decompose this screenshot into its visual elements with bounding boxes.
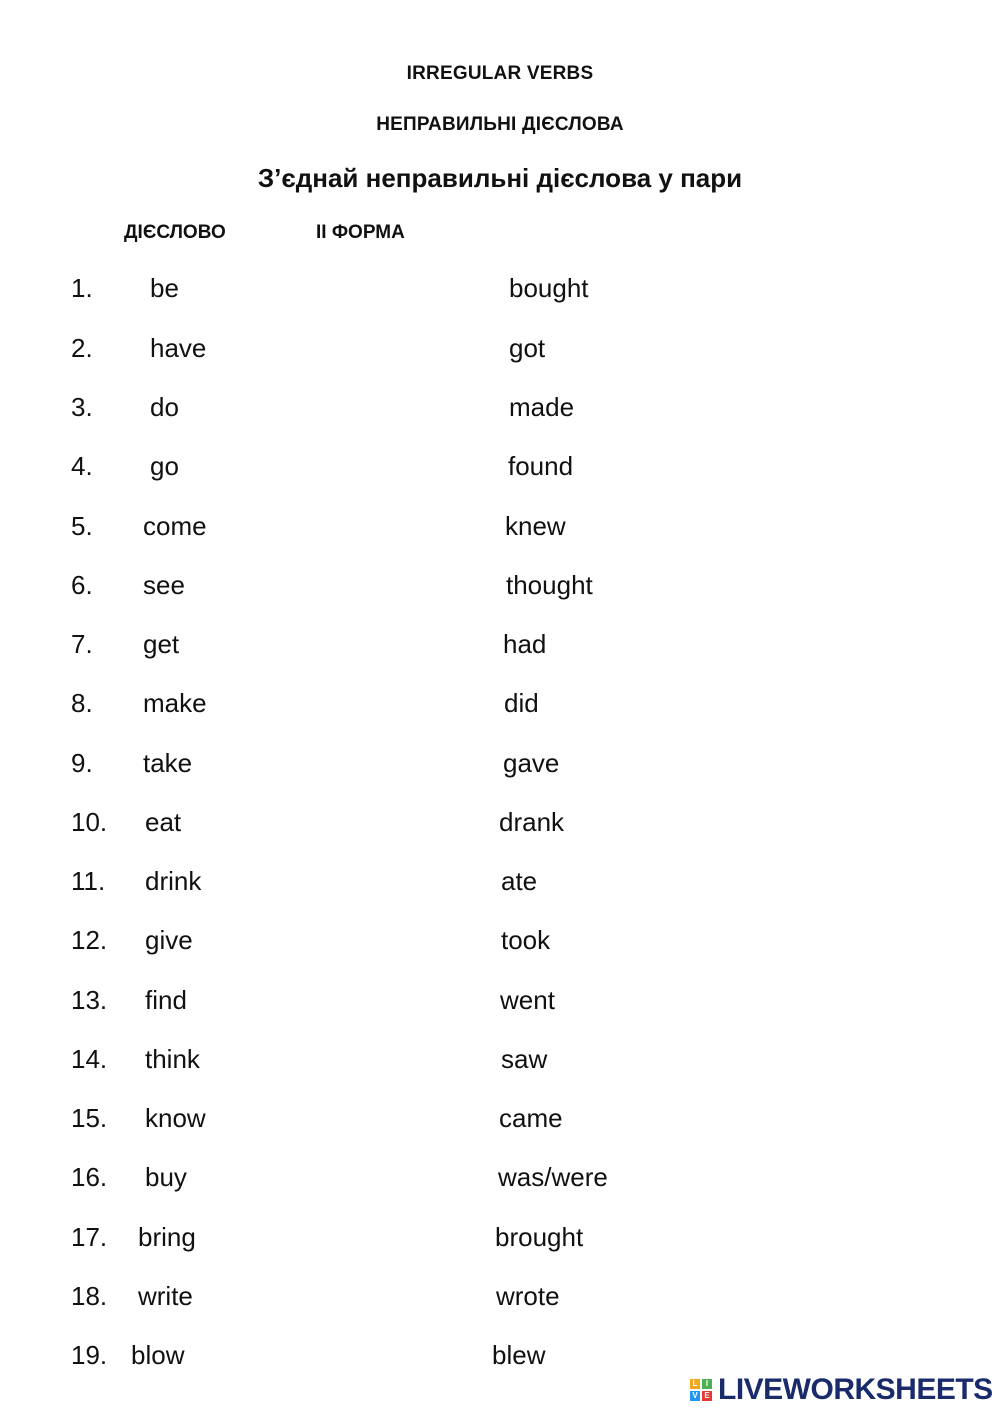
past-form[interactable]: went (500, 985, 555, 1015)
past-form[interactable]: knew (505, 511, 566, 541)
verb-row (0, 333, 1000, 373)
verb-row (0, 866, 1000, 906)
row-number: 6. (71, 570, 93, 600)
base-verb: blow (131, 1340, 185, 1370)
verb-row (0, 688, 1000, 728)
logo-mark-cell: V (690, 1391, 700, 1401)
base-verb: bring (138, 1222, 196, 1252)
past-form[interactable]: ate (501, 866, 538, 896)
worksheet-title-en: IRREGULAR VERBS (406, 63, 594, 84)
verb-row (0, 629, 1000, 669)
verb-row (0, 273, 1000, 313)
past-form[interactable]: came (499, 1103, 563, 1133)
verb-row (0, 511, 1000, 551)
base-verb: think (145, 1044, 200, 1074)
liveworksheets-logo (690, 1372, 993, 1408)
past-form[interactable]: found (508, 451, 574, 481)
instruction-text: З’єднай неправильні дієслова у пари (257, 163, 743, 193)
base-verb: make (143, 688, 207, 718)
base-verb: write (138, 1281, 193, 1311)
verb-row (0, 1222, 1000, 1262)
worksheet-title-ua: НЕПРАВИЛЬНІ ДІЄСЛОВА (376, 114, 624, 135)
row-number: 18. (71, 1281, 108, 1311)
verb-row (0, 392, 1000, 432)
verb-row (0, 925, 1000, 965)
logo-mark-cell: I (702, 1379, 712, 1389)
row-number: 15. (71, 1103, 108, 1133)
past-form[interactable]: wrote (496, 1281, 560, 1311)
row-number: 11. (71, 866, 106, 896)
verb-row (0, 570, 1000, 610)
past-form[interactable]: did (504, 688, 539, 718)
row-number: 2. (71, 333, 93, 363)
logo-mark-cell: E (702, 1391, 712, 1401)
past-form[interactable]: brought (495, 1222, 584, 1252)
verb-row (0, 985, 1000, 1025)
column-header-form2: II ФОРМА (316, 222, 405, 243)
row-number: 9. (71, 748, 93, 778)
past-form[interactable]: drank (499, 807, 565, 837)
row-number: 7. (71, 629, 93, 659)
base-verb: go (150, 451, 179, 481)
base-verb: drink (145, 866, 202, 896)
verb-row (0, 807, 1000, 847)
past-form[interactable]: got (509, 333, 546, 363)
row-number: 3. (71, 392, 93, 422)
past-form[interactable]: gave (503, 748, 560, 778)
base-verb: do (150, 392, 179, 422)
row-number: 13. (71, 985, 108, 1015)
past-form[interactable]: took (501, 925, 551, 955)
row-number: 5. (71, 511, 93, 541)
row-number: 1. (71, 273, 93, 303)
row-number: 12. (71, 925, 108, 955)
base-verb: see (143, 570, 185, 600)
row-number: 8. (71, 688, 93, 718)
past-form[interactable]: blew (492, 1340, 546, 1370)
base-verb: eat (145, 807, 182, 837)
past-form[interactable]: made (509, 392, 575, 422)
past-form[interactable]: saw (501, 1044, 548, 1074)
verb-row (0, 1281, 1000, 1321)
row-number: 10. (71, 807, 108, 837)
logo-text: LIVEWORKSHEETS (718, 1373, 993, 1406)
verb-row (0, 748, 1000, 788)
verb-row (0, 1103, 1000, 1143)
base-verb: have (150, 333, 207, 363)
row-number: 4. (71, 451, 93, 481)
base-verb: buy (145, 1162, 187, 1192)
past-form[interactable]: bought (509, 273, 589, 303)
row-number: 16. (71, 1162, 108, 1192)
base-verb: take (143, 748, 193, 778)
row-number: 17. (71, 1222, 108, 1252)
past-form[interactable]: thought (506, 570, 593, 600)
logo-mark-cell: L (690, 1379, 700, 1389)
base-verb: give (145, 925, 193, 955)
verb-row (0, 1044, 1000, 1084)
base-verb: know (145, 1103, 206, 1133)
verb-row (0, 451, 1000, 491)
base-verb: find (145, 985, 187, 1015)
past-form[interactable]: had (503, 629, 547, 659)
verb-row (0, 1162, 1000, 1202)
row-number: 19. (71, 1340, 108, 1370)
base-verb: come (143, 511, 207, 541)
row-number: 14. (71, 1044, 108, 1074)
past-form[interactable]: was/were (498, 1162, 608, 1192)
base-verb: get (143, 629, 180, 659)
column-header-verb: ДІЄСЛОВО (124, 222, 226, 243)
base-verb: be (150, 273, 179, 303)
logo-mark-icon (690, 1379, 712, 1401)
